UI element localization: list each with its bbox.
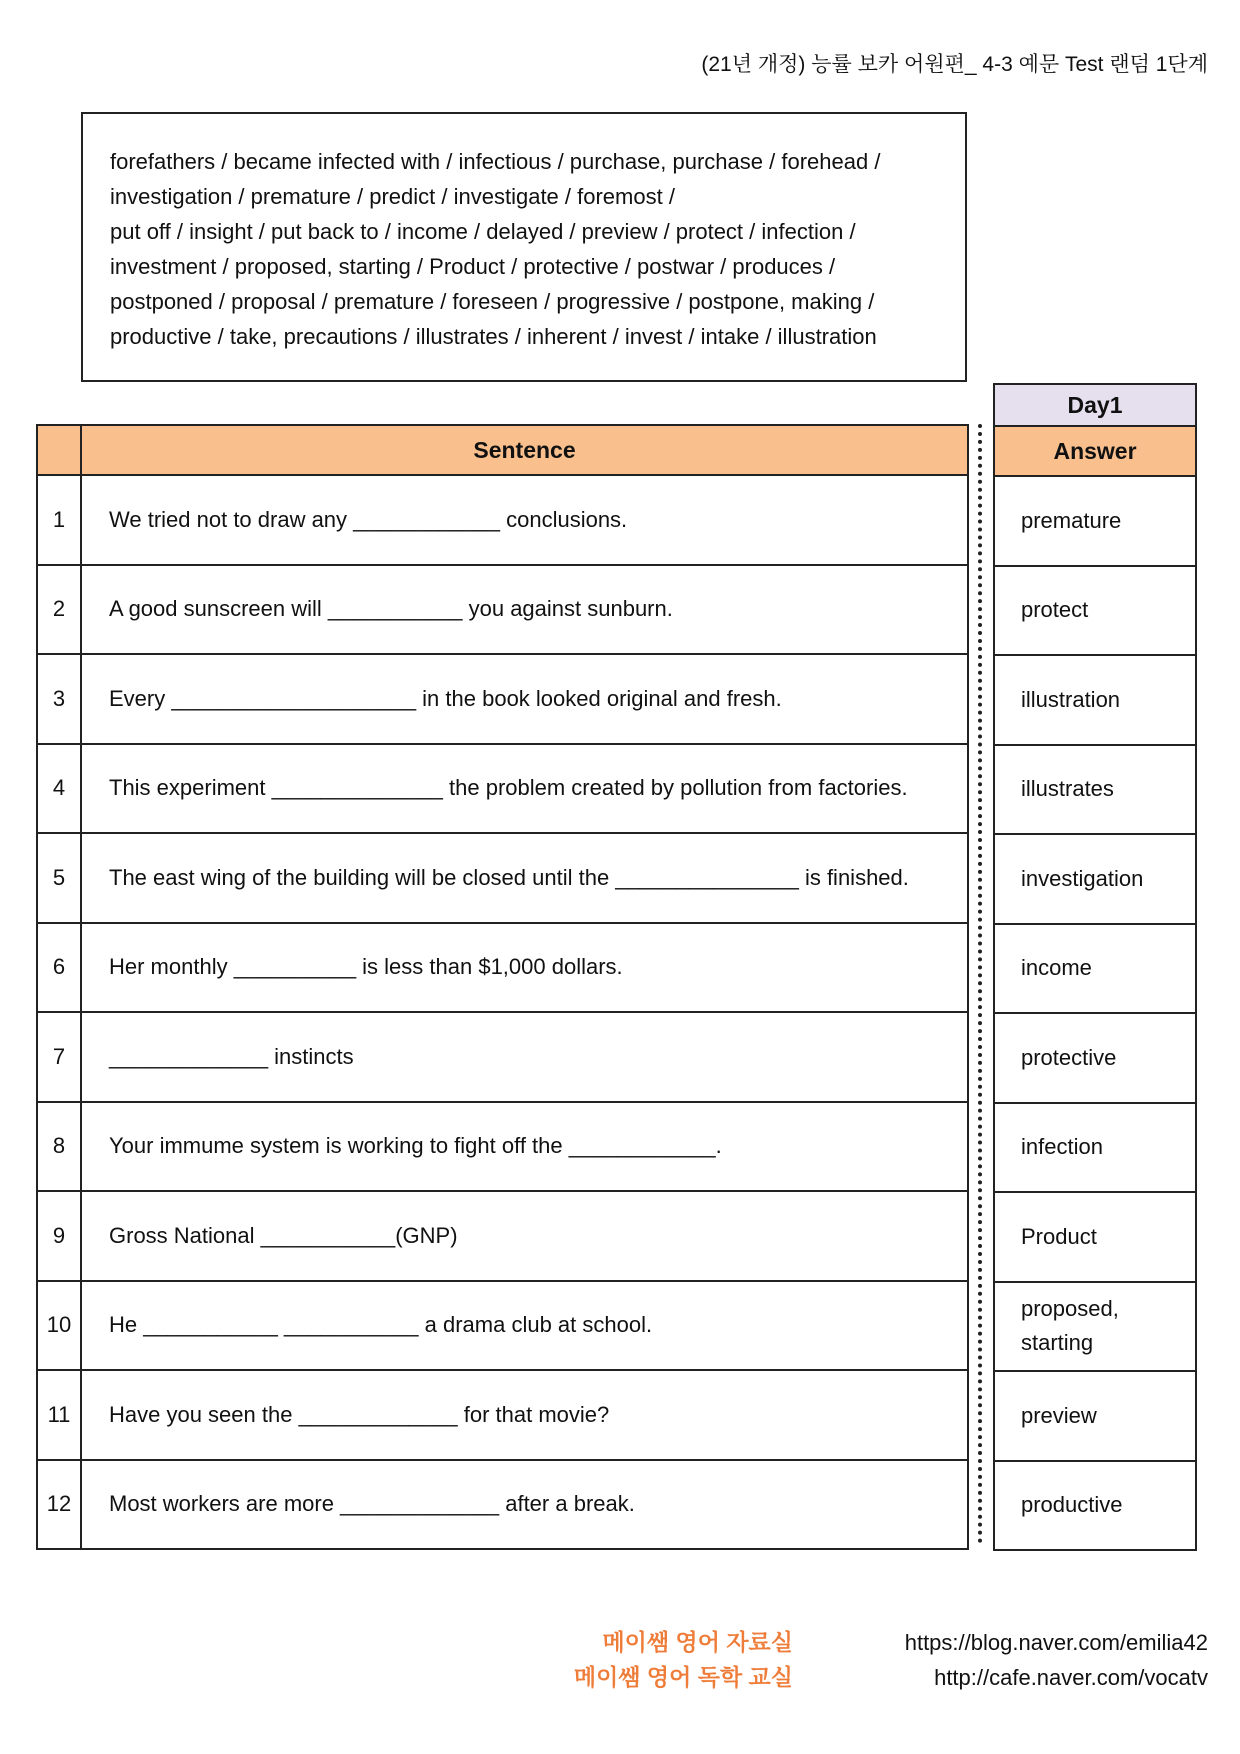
table-row xyxy=(37,744,968,834)
table-row xyxy=(37,475,968,565)
answer-row xyxy=(994,1282,1196,1372)
table-row xyxy=(37,923,968,1013)
answer-row xyxy=(994,1103,1196,1193)
sentence-table xyxy=(36,424,969,1550)
answer-table xyxy=(993,383,1197,1551)
answer-row xyxy=(994,834,1196,924)
row-number: 7 xyxy=(37,1012,81,1102)
answer-row xyxy=(994,1461,1196,1551)
day-label: Day1 xyxy=(994,384,1196,426)
answer-row xyxy=(994,1371,1196,1461)
footer-links xyxy=(905,1625,1208,1695)
row-sentence: A good sunscreen will ___________ you against sunburn. xyxy=(81,565,968,655)
row-answer: productive xyxy=(994,1461,1196,1551)
word-bank-line: productive / take, precautions / illustrates / inherent / invest / intake / illustration xyxy=(110,324,877,349)
word-bank-line: postponed / proposal / premature / foreseen / progressive / postpone, making / xyxy=(110,289,875,314)
row-sentence: He ___________ ___________ a drama club at school. xyxy=(81,1281,968,1371)
row-sentence: We tried not to draw any ____________ conclusions. xyxy=(81,475,968,565)
row-sentence: Every ____________________ in the book looked original and fresh. xyxy=(81,654,968,744)
answer-row xyxy=(994,1013,1196,1103)
row-number: 10 xyxy=(37,1281,81,1371)
answer-row xyxy=(994,1192,1196,1282)
row-answer: income xyxy=(994,924,1196,1014)
answer-row xyxy=(994,745,1196,835)
row-answer: premature xyxy=(994,476,1196,566)
row-answer: investigation xyxy=(994,834,1196,924)
row-sentence: This experiment ______________ the problem created by pollution from factories. xyxy=(81,744,968,834)
footer-label-classroom: 메이쌤 영어 독학 교실 xyxy=(573,1664,793,1690)
row-answer: proposed, starting xyxy=(994,1282,1196,1372)
row-sentence: Gross National ___________(GNP) xyxy=(81,1191,968,1281)
answer-row xyxy=(994,924,1196,1014)
row-number: 3 xyxy=(37,654,81,744)
table-row xyxy=(37,654,968,744)
word-bank xyxy=(81,112,967,382)
row-sentence: Have you seen the _____________ for that movie? xyxy=(81,1370,968,1460)
blog-link[interactable]: https://blog.naver.com/emilia42 xyxy=(904,1630,1208,1655)
row-answer: illustrates xyxy=(994,745,1196,835)
row-answer: illustration xyxy=(994,655,1196,745)
table-row xyxy=(37,565,968,655)
row-answer: infection xyxy=(994,1103,1196,1193)
word-bank-line: put off / insight / put back to / income / delayed / preview / protect / infection / xyxy=(110,219,856,244)
row-answer: Product xyxy=(994,1192,1196,1282)
answer-column-header: Answer xyxy=(994,426,1196,476)
row-number: 6 xyxy=(37,923,81,1013)
row-number: 5 xyxy=(37,833,81,923)
word-bank-line: investigation / premature / predict / investigate / foremost / xyxy=(110,184,675,209)
footer-label-archive: 메이쌤 영어 자료실 xyxy=(602,1629,793,1655)
row-sentence: Her monthly __________ is less than $1,000 dollars. xyxy=(81,923,968,1013)
sentence-table-header-row xyxy=(37,425,968,475)
row-answer: protect xyxy=(994,566,1196,656)
table-row xyxy=(37,1460,968,1550)
row-sentence: Most workers are more _____________ after a break. xyxy=(81,1460,968,1550)
number-column-header xyxy=(37,425,81,475)
table-row xyxy=(37,1281,968,1371)
row-sentence: _____________ instincts xyxy=(81,1012,968,1102)
table-row xyxy=(37,1012,968,1102)
row-number: 11 xyxy=(37,1370,81,1460)
table-row xyxy=(37,1370,968,1460)
word-bank-line: forefathers / became infected with / infectious / purchase, purchase / forehead / xyxy=(110,149,881,174)
table-row xyxy=(37,1191,968,1281)
row-answer: protective xyxy=(994,1013,1196,1103)
word-bank-line: investment / proposed, starting / Product / protective / postwar / produces / xyxy=(110,254,836,279)
footer-labels xyxy=(560,1625,793,1695)
row-sentence: Your immume system is working to fight off the ____________. xyxy=(81,1102,968,1192)
answer-row xyxy=(994,566,1196,656)
sentence-column-header: Sentence xyxy=(81,425,968,475)
row-number: 2 xyxy=(37,565,81,655)
cut-line-divider xyxy=(978,424,982,1544)
answer-header-row xyxy=(994,426,1196,476)
cafe-link[interactable]: http://cafe.naver.com/vocatv xyxy=(934,1665,1208,1690)
row-number: 4 xyxy=(37,744,81,834)
table-row xyxy=(37,833,968,923)
day-row xyxy=(994,384,1196,426)
answer-row xyxy=(994,655,1196,745)
row-number: 12 xyxy=(37,1460,81,1550)
row-answer: preview xyxy=(994,1371,1196,1461)
row-number: 1 xyxy=(37,475,81,565)
row-number: 8 xyxy=(37,1102,81,1192)
answer-row xyxy=(994,476,1196,566)
document-title: (21년 개정) 능률 보카 어원편_ 4-3 예문 Test 랜덤 1단계 xyxy=(701,53,1208,76)
table-row xyxy=(37,1102,968,1192)
row-sentence: The east wing of the building will be closed until the _______________ is finished. xyxy=(81,833,968,923)
row-number: 9 xyxy=(37,1191,81,1281)
